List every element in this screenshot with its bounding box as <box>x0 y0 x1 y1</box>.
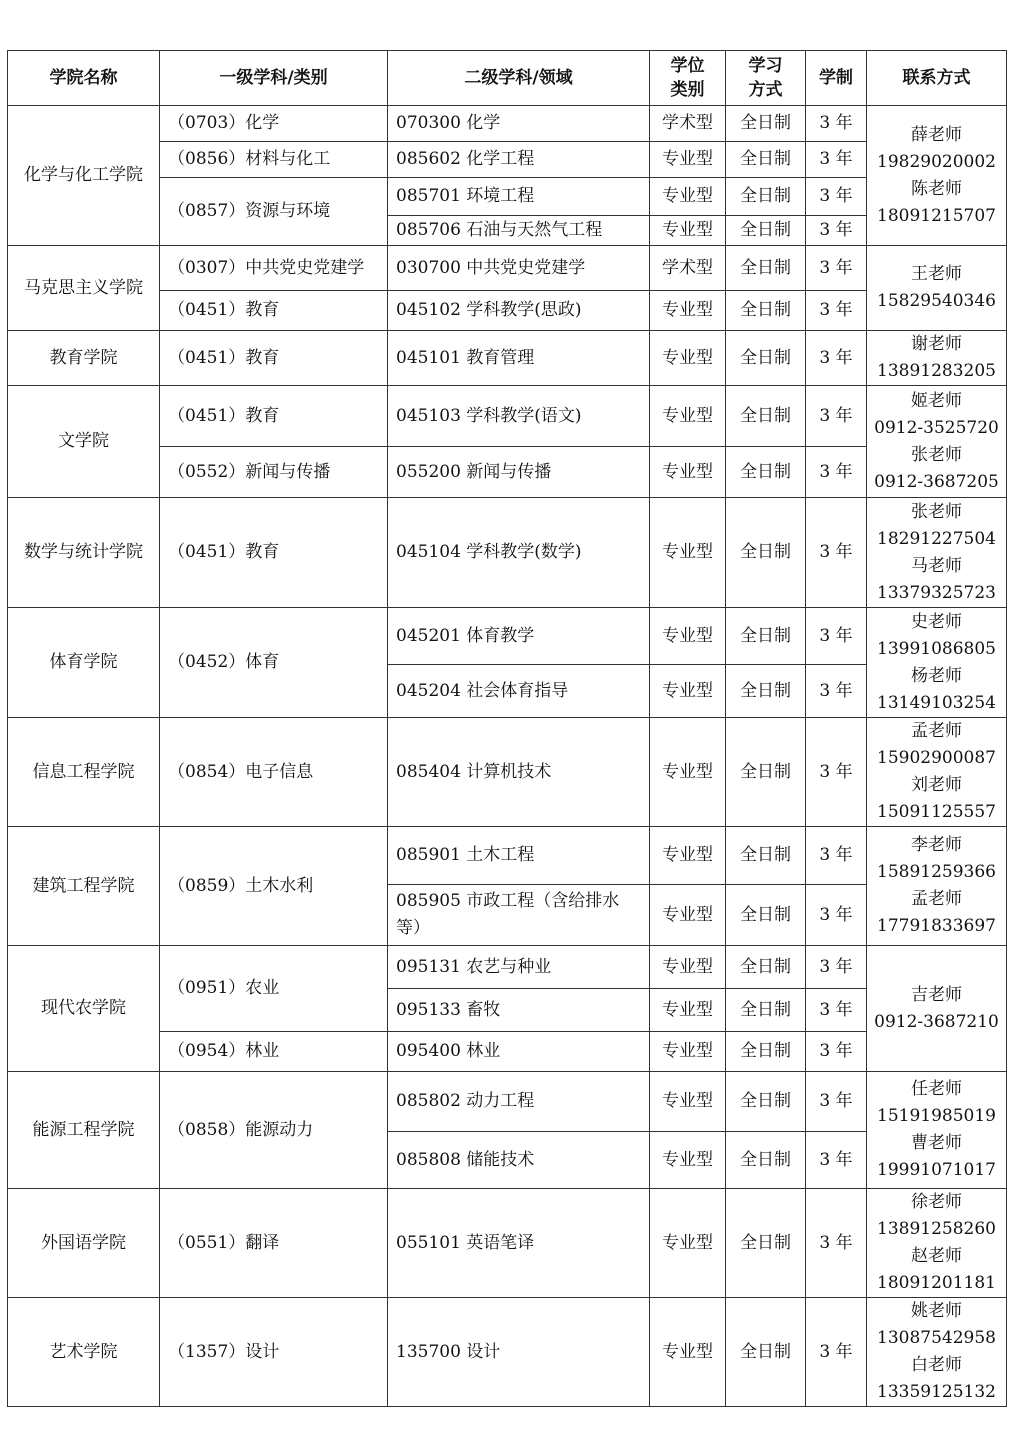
degree-type-cell: 专业型 <box>650 1298 726 1407</box>
contact-cell <box>867 1072 1007 1189</box>
study-mode-cell: 全日制 <box>726 989 806 1032</box>
duration-cell: 3 年 <box>806 1298 867 1407</box>
contact-person: 任老师 <box>911 1079 962 1099</box>
college-name-cell: 现代农学院 <box>8 946 160 1072</box>
degree-type-cell: 专业型 <box>650 608 726 665</box>
college-name-cell: 信息工程学院 <box>8 718 160 827</box>
contact-phone: 18291227504 <box>877 528 996 549</box>
college-name-cell: 数学与统计学院 <box>8 498 160 608</box>
second-discipline-cell: 055101 英语笔译 <box>388 1189 650 1298</box>
contact-phone: 15191985019 <box>877 1106 996 1126</box>
contact-person: 曹老师 <box>911 1133 962 1153</box>
table-row <box>8 827 1007 885</box>
degree-type-cell: 专业型 <box>650 216 726 246</box>
contact-cell <box>867 608 1007 718</box>
study-mode-cell: 全日制 <box>726 447 806 498</box>
header-college: 学院名称 <box>8 51 160 106</box>
contact-cell <box>867 331 1007 386</box>
duration-cell: 3 年 <box>806 665 867 718</box>
second-discipline-cell: 085706 石油与天然气工程 <box>388 216 650 246</box>
contact-person: 刘老师 <box>911 775 962 795</box>
second-discipline-cell: 085808 储能技术 <box>388 1132 650 1189</box>
first-discipline-cell: （0451）教育 <box>160 331 388 386</box>
study-mode-cell: 全日制 <box>726 827 806 885</box>
second-discipline-cell: 085905 市政工程（含给排水等） <box>388 885 650 946</box>
header-study-mode: 学习 方式 <box>726 51 806 106</box>
degree-type-cell: 专业型 <box>650 989 726 1032</box>
degree-type-cell: 学术型 <box>650 106 726 142</box>
first-discipline-cell: （0856）材料与化工 <box>160 142 388 178</box>
degree-type-cell: 专业型 <box>650 1032 726 1072</box>
table-row <box>8 1072 1007 1132</box>
study-mode-cell: 全日制 <box>726 291 806 331</box>
contact-phone: 19991071017 <box>877 1160 996 1180</box>
duration-cell: 3 年 <box>806 1072 867 1132</box>
second-discipline-cell: 030700 中共党史党建学 <box>388 246 650 291</box>
contact-cell <box>867 386 1007 498</box>
contact-phone: 15091125557 <box>877 802 996 822</box>
contact-cell <box>867 718 1007 827</box>
degree-type-cell: 学术型 <box>650 246 726 291</box>
duration-cell: 3 年 <box>806 989 867 1032</box>
second-discipline-cell: 085404 计算机技术 <box>388 718 650 827</box>
study-mode-cell: 全日制 <box>726 498 806 608</box>
degree-type-cell: 专业型 <box>650 1189 726 1298</box>
contact-phone: 15829540346 <box>877 291 996 311</box>
study-mode-cell: 全日制 <box>726 331 806 386</box>
contact-person: 孟老师 <box>911 889 962 909</box>
contact-person: 孟老师 <box>911 721 962 741</box>
contact-phone: 18091201181 <box>877 1273 996 1293</box>
header-contact: 联系方式 <box>867 51 1007 106</box>
contact-phone: 13891258260 <box>877 1219 996 1239</box>
college-name-cell: 化学与化工学院 <box>8 106 160 246</box>
study-mode-cell: 全日制 <box>726 106 806 142</box>
degree-type-cell: 专业型 <box>650 827 726 885</box>
contact-phone: 13359125132 <box>877 1382 996 1402</box>
first-discipline-cell: （0859）土木水利 <box>160 827 388 946</box>
study-mode-cell: 全日制 <box>726 1298 806 1407</box>
second-discipline-cell: 045104 学科教学(数学) <box>388 498 650 608</box>
contact-cell <box>867 106 1007 246</box>
contact-person: 吉老师 <box>911 984 962 1005</box>
college-name-cell: 外国语学院 <box>8 1189 160 1298</box>
study-mode-cell: 全日制 <box>726 665 806 718</box>
study-mode-cell: 全日制 <box>726 386 806 447</box>
study-mode-cell: 全日制 <box>726 608 806 665</box>
contact-person: 史老师 <box>911 611 962 632</box>
contact-person: 张老师 <box>911 501 962 522</box>
table-row <box>8 608 1007 665</box>
second-discipline-cell: 095131 农艺与种业 <box>388 946 650 989</box>
contact-person: 陈老师 <box>911 178 962 199</box>
first-discipline-cell: （0954）林业 <box>160 1032 388 1072</box>
duration-cell: 3 年 <box>806 386 867 447</box>
degree-type-cell: 专业型 <box>650 665 726 718</box>
first-discipline-cell: （0703）化学 <box>160 106 388 142</box>
contact-phone: 13891283205 <box>877 361 996 381</box>
contact-phone: 19829020002 <box>877 151 996 172</box>
table-row <box>8 386 1007 447</box>
duration-cell: 3 年 <box>806 216 867 246</box>
header-duration: 学制 <box>806 51 867 106</box>
study-mode-cell: 全日制 <box>726 885 806 946</box>
contact-person: 张老师 <box>911 444 962 465</box>
second-discipline-cell: 045204 社会体育指导 <box>388 665 650 718</box>
first-discipline-cell: （0552）新闻与传播 <box>160 447 388 498</box>
study-mode-cell: 全日制 <box>726 1032 806 1072</box>
second-discipline-cell: 045101 教育管理 <box>388 331 650 386</box>
contact-cell <box>867 946 1007 1072</box>
college-name-cell: 马克思主义学院 <box>8 246 160 331</box>
study-mode-cell: 全日制 <box>726 1132 806 1189</box>
degree-type-cell: 专业型 <box>650 1132 726 1189</box>
first-discipline-cell: （0857）资源与环境 <box>160 178 388 246</box>
duration-cell: 3 年 <box>806 447 867 498</box>
contact-person: 白老师 <box>911 1355 962 1375</box>
second-discipline-cell: 135700 设计 <box>388 1298 650 1407</box>
study-mode-cell: 全日制 <box>726 246 806 291</box>
duration-cell: 3 年 <box>806 946 867 989</box>
contact-person: 薛老师 <box>911 124 962 145</box>
degree-type-cell: 专业型 <box>650 331 726 386</box>
first-discipline-cell: （0858）能源动力 <box>160 1072 388 1189</box>
duration-cell: 3 年 <box>806 498 867 608</box>
duration-cell: 3 年 <box>806 827 867 885</box>
second-discipline-cell: 095133 畜牧 <box>388 989 650 1032</box>
second-discipline-cell: 095400 林业 <box>388 1032 650 1072</box>
first-discipline-cell: （0307）中共党史党建学 <box>160 246 388 291</box>
duration-cell: 3 年 <box>806 885 867 946</box>
degree-type-cell: 专业型 <box>650 142 726 178</box>
program-table <box>7 50 1007 1407</box>
contact-phone: 13379325723 <box>877 582 996 603</box>
duration-cell: 3 年 <box>806 331 867 386</box>
first-discipline-cell: （0854）电子信息 <box>160 718 388 827</box>
table-row <box>8 1189 1007 1298</box>
degree-type-cell: 专业型 <box>650 178 726 216</box>
degree-type-cell: 专业型 <box>650 946 726 989</box>
contact-phone: 13991086805 <box>877 638 996 659</box>
contact-phone: 0912-3687205 <box>874 471 999 492</box>
table-row <box>8 718 1007 827</box>
table-body <box>8 106 1007 1407</box>
second-discipline-cell: 085802 动力工程 <box>388 1072 650 1132</box>
college-name-cell: 文学院 <box>8 386 160 498</box>
contact-phone: 13087542958 <box>877 1328 996 1348</box>
contact-person: 李老师 <box>911 835 962 855</box>
contact-cell <box>867 1189 1007 1298</box>
contact-phone: 13149103254 <box>877 692 996 713</box>
contact-person: 杨老师 <box>911 665 962 686</box>
table-row <box>8 106 1007 142</box>
contact-person: 姚老师 <box>911 1301 962 1321</box>
degree-type-cell: 专业型 <box>650 291 726 331</box>
table-row <box>8 1298 1007 1407</box>
first-discipline-cell: （1357）设计 <box>160 1298 388 1407</box>
duration-cell: 3 年 <box>806 608 867 665</box>
header-row <box>8 51 1007 106</box>
study-mode-cell: 全日制 <box>726 216 806 246</box>
duration-cell: 3 年 <box>806 142 867 178</box>
degree-type-cell: 专业型 <box>650 1072 726 1132</box>
first-discipline-cell: （0951）农业 <box>160 946 388 1032</box>
contact-cell <box>867 246 1007 331</box>
study-mode-cell: 全日制 <box>726 1189 806 1298</box>
second-discipline-cell: 045103 学科教学(语文) <box>388 386 650 447</box>
contact-cell <box>867 1298 1007 1407</box>
second-discipline-cell: 045102 学科教学(思政) <box>388 291 650 331</box>
duration-cell: 3 年 <box>806 291 867 331</box>
college-name-cell: 能源工程学院 <box>8 1072 160 1189</box>
contact-person: 王老师 <box>911 264 962 284</box>
second-discipline-cell: 070300 化学 <box>388 106 650 142</box>
degree-type-cell: 专业型 <box>650 386 726 447</box>
study-mode-cell: 全日制 <box>726 718 806 827</box>
header-degree-type: 学位 类别 <box>650 51 726 106</box>
contact-phone: 0912-3525720 <box>874 417 999 438</box>
duration-cell: 3 年 <box>806 178 867 216</box>
contact-person: 姬老师 <box>911 390 962 411</box>
second-discipline-cell: 085602 化学工程 <box>388 142 650 178</box>
college-name-cell: 艺术学院 <box>8 1298 160 1407</box>
duration-cell: 3 年 <box>806 1032 867 1072</box>
first-discipline-cell: （0551）翻译 <box>160 1189 388 1298</box>
contact-cell <box>867 498 1007 608</box>
study-mode-cell: 全日制 <box>726 1072 806 1132</box>
second-discipline-cell: 055200 新闻与传播 <box>388 447 650 498</box>
study-mode-cell: 全日制 <box>726 142 806 178</box>
duration-cell: 3 年 <box>806 106 867 142</box>
duration-cell: 3 年 <box>806 246 867 291</box>
table-row <box>8 331 1007 386</box>
first-discipline-cell: （0451）教育 <box>160 386 388 447</box>
table-row <box>8 946 1007 989</box>
contact-phone: 0912-3687210 <box>874 1011 999 1032</box>
duration-cell: 3 年 <box>806 1189 867 1298</box>
study-mode-cell: 全日制 <box>726 178 806 216</box>
contact-phone: 15902900087 <box>877 748 996 768</box>
contact-cell <box>867 827 1007 946</box>
duration-cell: 3 年 <box>806 1132 867 1189</box>
contact-person: 马老师 <box>911 555 962 576</box>
contact-person: 赵老师 <box>911 1246 962 1266</box>
first-discipline-cell: （0452）体育 <box>160 608 388 718</box>
degree-type-cell: 专业型 <box>650 447 726 498</box>
degree-type-cell: 专业型 <box>650 885 726 946</box>
second-discipline-cell: 045201 体育教学 <box>388 608 650 665</box>
header-second-discipline: 二级学科/领域 <box>388 51 650 106</box>
degree-type-cell: 专业型 <box>650 498 726 608</box>
college-name-cell: 建筑工程学院 <box>8 827 160 946</box>
table-row <box>8 498 1007 608</box>
second-discipline-cell: 085701 环境工程 <box>388 178 650 216</box>
duration-cell: 3 年 <box>806 718 867 827</box>
first-discipline-cell: （0451）教育 <box>160 291 388 331</box>
table-row <box>8 246 1007 291</box>
contact-phone: 17791833697 <box>877 916 996 936</box>
contact-person: 谢老师 <box>911 334 962 354</box>
contact-phone: 18091215707 <box>877 205 996 226</box>
degree-type-cell: 专业型 <box>650 718 726 827</box>
contact-person: 徐老师 <box>911 1192 962 1212</box>
college-name-cell: 教育学院 <box>8 331 160 386</box>
study-mode-cell: 全日制 <box>726 946 806 989</box>
header-first-discipline: 一级学科/类别 <box>160 51 388 106</box>
contact-phone: 15891259366 <box>877 862 996 882</box>
second-discipline-cell: 085901 土木工程 <box>388 827 650 885</box>
first-discipline-cell: （0451）教育 <box>160 498 388 608</box>
college-name-cell: 体育学院 <box>8 608 160 718</box>
